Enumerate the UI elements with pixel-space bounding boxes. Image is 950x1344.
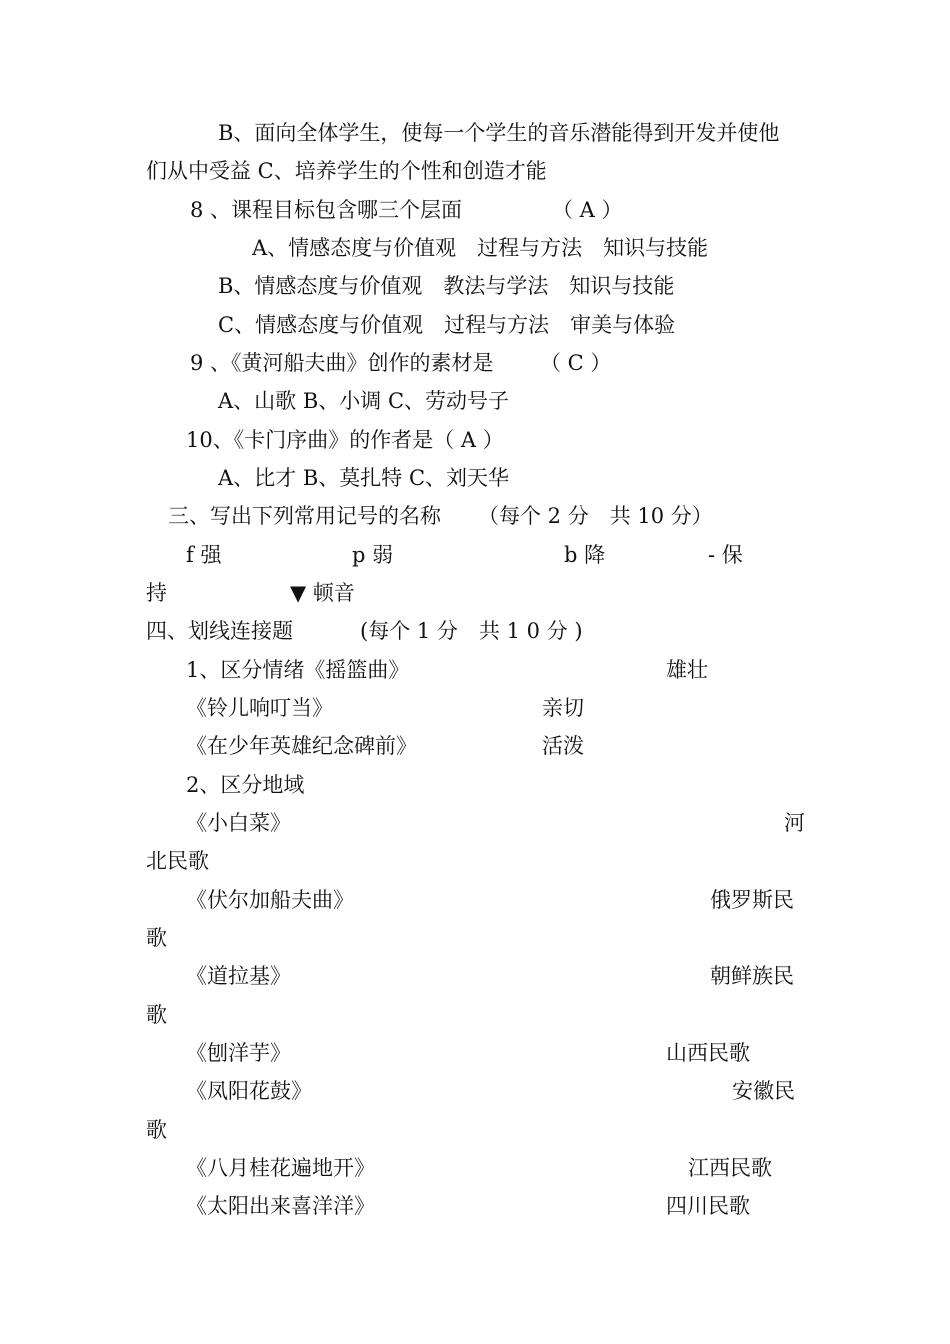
part2-song: 《凤阳花鼓》 — [186, 1079, 312, 1103]
part2-match: 山西民歌 — [666, 1041, 750, 1065]
q7-option-b-line2: 们从中受益 C、培养学生的个性和创造才能 — [146, 159, 547, 183]
q9-answer: （ C ） — [540, 351, 612, 375]
part2-song: 《道拉基》 — [186, 964, 291, 988]
symbol-forte: f 强 — [186, 543, 222, 567]
part2-song: 《太阳出来喜洋洋》 — [186, 1194, 375, 1218]
part1-first-match: 雄壮 — [666, 658, 708, 682]
part2-match-wrap: 歌 — [146, 1003, 167, 1027]
part2-song: 《小白菜》 — [186, 811, 291, 835]
section3-score: （每个 2 分 共 10 分） — [478, 504, 713, 528]
part2-match-wrap: 歌 — [146, 1118, 167, 1142]
part2-match-wrap: 歌 — [146, 926, 167, 950]
section3-title: 三、写出下列常用记号的名称 — [168, 504, 441, 528]
symbol-staccato: ▼ 顿音 — [290, 581, 355, 605]
symbol-flat: b 降 — [564, 543, 606, 567]
part2-match: 朝鲜族民 — [710, 964, 794, 988]
part2-title: 2、区分地域 — [186, 773, 305, 797]
part2-match: 河 — [784, 811, 805, 835]
part1-song: 《铃儿响叮当》 — [186, 696, 333, 720]
part2-match-wrap: 北民歌 — [146, 849, 209, 873]
part2-match: 四川民歌 — [666, 1194, 750, 1218]
q8-option-b: B、情感态度与价值观 教法与学法 知识与技能 — [218, 274, 675, 298]
symbol-tenuto-wrap: 持 — [146, 581, 167, 605]
q7-option-b-line1: B、面向全体学生，使每一个学生的音乐潜能得到开发并使他 — [218, 121, 780, 145]
q8-option-a: A、情感态度与价值观 过程与方法 知识与技能 — [252, 236, 709, 260]
q8-question: 8 、课程目标包含哪三个层面 — [190, 198, 463, 222]
part2-song: 《伏尔加船夫曲》 — [186, 888, 354, 912]
symbol-tenuto: - 保 — [708, 543, 743, 567]
part1-match: 亲切 — [542, 696, 584, 720]
q8-answer: （ A ） — [552, 198, 623, 222]
part1-song: 《在少年英雄纪念碑前》 — [186, 734, 417, 758]
section4-title: 四、划线连接题 — [146, 619, 293, 643]
q10-options: A、比才 B、莫扎特 C、刘天华 — [218, 466, 510, 490]
q8-option-c: C、情感态度与价值观 过程与方法 审美与体验 — [218, 313, 676, 337]
part2-match: 江西民歌 — [688, 1156, 772, 1180]
part1-title: 1、区分情绪《摇篮曲》 — [186, 658, 410, 682]
part2-match: 俄罗斯民 — [710, 888, 794, 912]
part2-match: 安徽民 — [732, 1079, 795, 1103]
part1-match: 活泼 — [542, 734, 584, 758]
section4-score: (每个 1 分 共 1 0 分 ) — [360, 619, 583, 643]
q10-question: 10、《卡门序曲》的作者是（ A ） — [186, 428, 504, 452]
part2-song: 《刨洋芋》 — [186, 1041, 291, 1065]
q9-question: 9 、《黄河船夫曲》创作的素材是 — [190, 351, 494, 375]
part2-song: 《八月桂花遍地开》 — [186, 1156, 375, 1180]
q9-options: A、山歌 B、小调 C、劳动号子 — [218, 389, 510, 413]
symbol-piano: p 弱 — [352, 543, 394, 567]
